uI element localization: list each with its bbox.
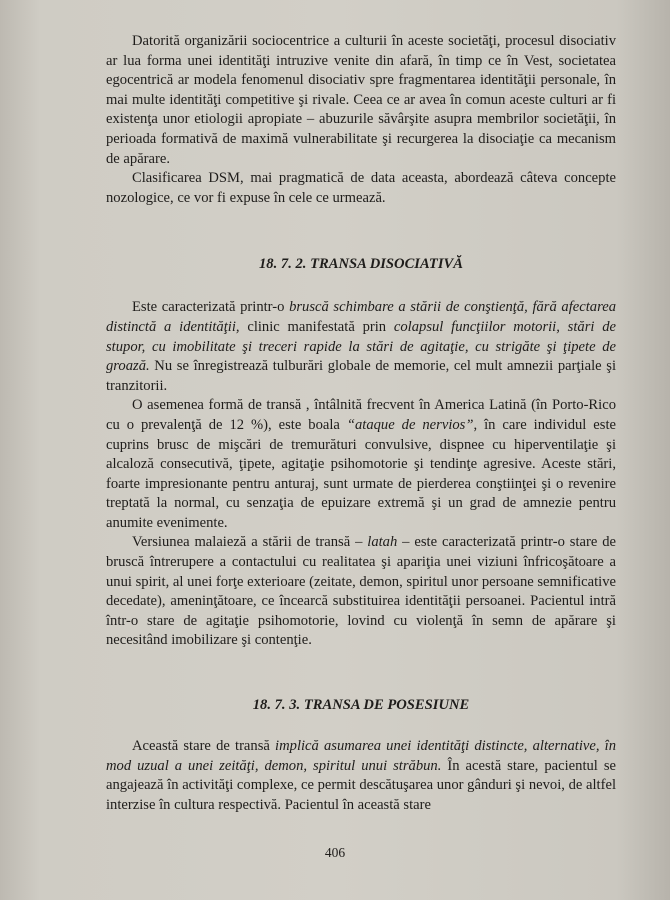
italic-text: implică asumarea unei identităţi distincte, alternative, în mod uzual a unei zeităţi, demon, spiritul unui străbun. xyxy=(106,738,617,774)
italic-text: bruscă schimbare a stării de conştienţă, fără afectarea distinctă a identităţii, xyxy=(106,299,616,335)
paragraph: Clasificarea DSM, mai pragmatică de data aceasta, abordează câteva concepte nozologice, ce vor fi expuse în cele ce urmează. xyxy=(106,170,616,206)
text-column xyxy=(106,32,616,815)
paragraph xyxy=(106,298,616,396)
italic-text: latah xyxy=(367,534,398,551)
text-run: Această stare de transă xyxy=(132,738,276,755)
paragraph xyxy=(106,396,616,533)
italic-text: colapsul funcţiilor motorii, stări de stupor, cu imobilitate şi treceri rapide la stări de agitaţie, cu strigăte şi ţipete de groază. xyxy=(106,318,617,375)
italic-text: “ataque de nervios” xyxy=(346,416,474,433)
text-run: clinic manifestată prin xyxy=(239,318,394,335)
paragraph: Datorită organizării sociocentrice a culturii în aceste societăţi, procesul disociativ ar lua forma unei identităţi intruzive venite din afară, în timp ce în Vest, societatea egocentrică ar modela fenomenul disociativ spre fragmentarea identităţii personale, în mai multe identităţi competitive şi rivale. Ceea ce ar avea în comun aceste culturi ar fi existenţa unor etiologii apropiate – abuzurile săvârşite asupra membrilor societăţii, în perioada formativă de maximă vulnerabilitate şi recurgerea la disociaţie ca mecanism de apărare. xyxy=(106,33,616,167)
text-run: O asemenea formă de transă , întâlnită frecvent în America Latină (în Porto-Rico cu o prevalenţă de 12 %), este boala xyxy=(106,397,616,433)
page-number: 406 xyxy=(324,845,346,860)
text-run: Nu se înregistrează tulburări globale de memorie, cel mult amnezii parţiale şi tranzitorii. xyxy=(106,358,616,394)
section-heading: 18. 7. 2. TRANSA DISOCIATIVĂ xyxy=(259,256,463,273)
text-run: În acestă stare, pacientul se angajează în activităţi complexe, ce permit descătuşarea unor gânduri şi nevoi, de altfel interzise în cultura respectivă. Pacientul în această stare xyxy=(106,757,617,813)
paragraph xyxy=(106,737,616,815)
paragraph xyxy=(106,533,616,651)
section-heading: 18. 7. 3. TRANSA DE POSESIUNE xyxy=(252,697,470,714)
text-run: Este caracterizată printr-o xyxy=(132,299,290,316)
text-run: – este caracterizată printr-o stare de bruscă întrerupere a contactului cu realitatea şi apariţia unei viziuni înfricoşătoare a unui spirit, al unei forţe exterioare (zeitate, demon, spiritul unor persoane semnificative decedate), ameninţătoare, ce încearcă substituirea identităţii persoanei. Pacientul intră într-o stare de agitaţie psihomotorie, lovind cu violenţă în semn de apărare şi necesitând imobilizare şi contenţie. xyxy=(106,534,616,649)
text-run: , în care individul este cuprins brusc de mişcări de tremurături convulsive, dispnee cu hiperventilaţie şi alcaloză consecutivă, ţipete, agitaţie psihomotorie şi tendinţe agresive. Aceste stări, foarte impresionante pentru anturaj, sunt urmate de pierderea conştiinţei şi o revenire treptată la normal, cu senzaţia de epuizare extremă şi un grad de amnezie pentru anumite evenimente. xyxy=(106,416,616,531)
text-run: Versiunea malaieză a stării de transă – xyxy=(132,534,368,551)
